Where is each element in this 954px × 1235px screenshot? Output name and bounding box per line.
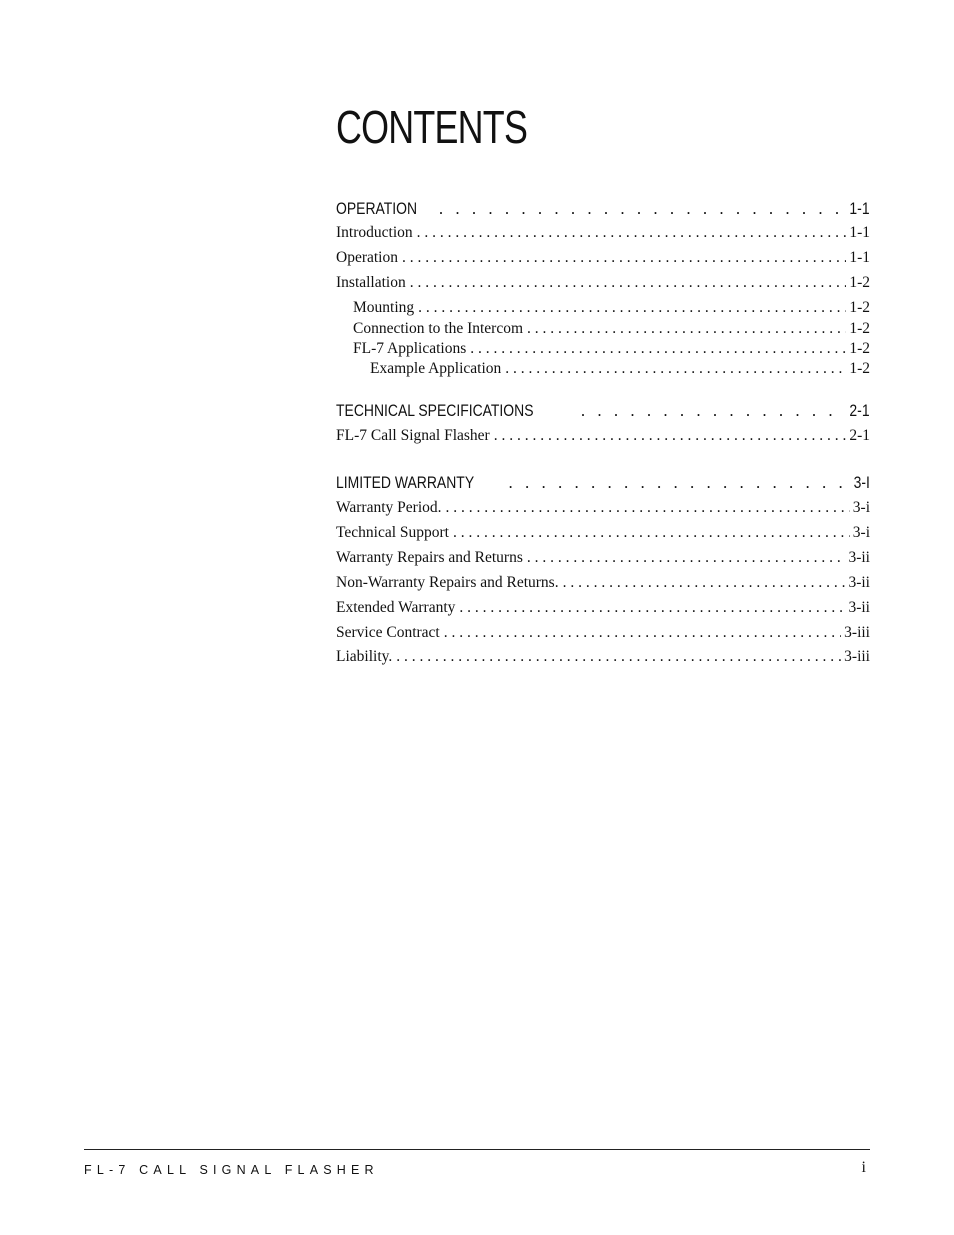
toc-leader-dots	[418, 299, 846, 317]
toc-entry-label: Warranty Repairs and Returns	[336, 549, 527, 567]
toc-entry-page: 3-ii	[845, 574, 870, 592]
toc-entry-page: 3-iii	[841, 624, 870, 642]
toc-entry-page: 3-i	[850, 499, 870, 517]
toc-leader-dots	[417, 224, 847, 242]
toc-entry-page: 1-1	[846, 249, 870, 267]
toc-leader-dots	[459, 599, 845, 617]
toc-entry-page: 3-I	[851, 473, 870, 493]
toc-entry-page: 1-2	[846, 360, 870, 378]
toc-entry-page: 3-i	[850, 524, 870, 542]
toc-leader-dots	[505, 360, 846, 378]
toc-entry[interactable]	[336, 360, 870, 378]
toc-leader-dots	[410, 274, 847, 292]
toc-entry-page: 3-ii	[845, 549, 870, 567]
toc-leader-dots	[581, 401, 843, 421]
toc-leader-dots	[527, 320, 846, 338]
toc-leader-dots	[439, 199, 843, 219]
toc-entry[interactable]	[336, 499, 870, 517]
toc-entry-label: OPERATION	[336, 199, 420, 219]
toc-section-entry[interactable]	[336, 401, 870, 421]
toc-entry-page: 2-1	[846, 427, 870, 445]
toc-entry[interactable]	[336, 249, 870, 267]
toc-entry-page: 3-iii	[841, 648, 870, 666]
footer-divider	[84, 1149, 870, 1150]
toc-entry[interactable]	[336, 524, 870, 542]
toc-entry-page: 1-2	[846, 299, 870, 317]
toc-entry-label: FL-7 Call Signal Flasher	[336, 427, 494, 445]
toc-entry-label: TECHNICAL SPECIFICATIONS	[336, 401, 537, 421]
toc-entry-label: Example Application	[336, 360, 505, 378]
toc-entry-label: Service Contract	[336, 624, 444, 642]
toc-entry-page: 1-1	[846, 224, 870, 242]
toc-entry-label: Installation	[336, 274, 410, 292]
toc-section-entry[interactable]	[336, 473, 870, 493]
toc-leader-dots	[396, 648, 841, 666]
toc-entry-page: 1-2	[846, 340, 870, 358]
footer-product-name: FL-7 CALL SIGNAL FLASHER	[84, 1163, 379, 1177]
toc-entry[interactable]	[336, 340, 870, 358]
toc-entry-label: Technical Support	[336, 524, 453, 542]
toc-entry[interactable]	[336, 299, 870, 317]
page-title: CONTENTS	[336, 101, 528, 153]
toc-entry-page: 3-ii	[845, 599, 870, 617]
toc-entry-page: 1-2	[846, 320, 870, 338]
toc-entry[interactable]	[336, 274, 870, 292]
toc-entry-page: 1-2	[846, 274, 870, 292]
toc-entry[interactable]	[336, 574, 870, 592]
toc-entry[interactable]	[336, 320, 870, 338]
toc-entry-label: FL-7 Applications	[336, 340, 470, 358]
toc-entry[interactable]	[336, 427, 870, 445]
toc-entry-label: Extended Warranty	[336, 599, 459, 617]
toc-leader-dots	[527, 549, 846, 567]
toc-entry-label: Mounting	[336, 299, 418, 317]
toc-leader-dots	[402, 249, 846, 267]
toc-entry[interactable]	[336, 549, 870, 567]
toc-leader-dots	[470, 340, 846, 358]
toc-entry[interactable]	[336, 648, 870, 666]
toc-entry-page: 2-1	[847, 401, 870, 421]
toc-entry-label: Operation	[336, 249, 402, 267]
toc-leader-dots	[508, 473, 847, 493]
toc-entry-page: 1-1	[847, 199, 870, 219]
toc-entry-label: Introduction	[336, 224, 417, 242]
toc-leader-dots	[453, 524, 850, 542]
toc-leader-dots	[444, 624, 841, 642]
toc-entry-label: Warranty Period.	[336, 499, 446, 517]
toc-leader-dots	[563, 574, 846, 592]
toc-leader-dots	[494, 427, 847, 445]
toc-entry-label: LIMITED WARRANTY	[336, 473, 477, 493]
toc-entry-label: Liability.	[336, 648, 396, 666]
toc-entry-label: Non-Warranty Repairs and Returns.	[336, 574, 563, 592]
toc-section-entry[interactable]	[336, 199, 870, 219]
footer-page-number: i	[861, 1159, 866, 1176]
toc-entry[interactable]	[336, 224, 870, 242]
toc-entry[interactable]	[336, 624, 870, 642]
toc-entry-label: Connection to the Intercom	[336, 320, 527, 338]
toc-entry[interactable]	[336, 599, 870, 617]
toc-leader-dots	[446, 499, 850, 517]
